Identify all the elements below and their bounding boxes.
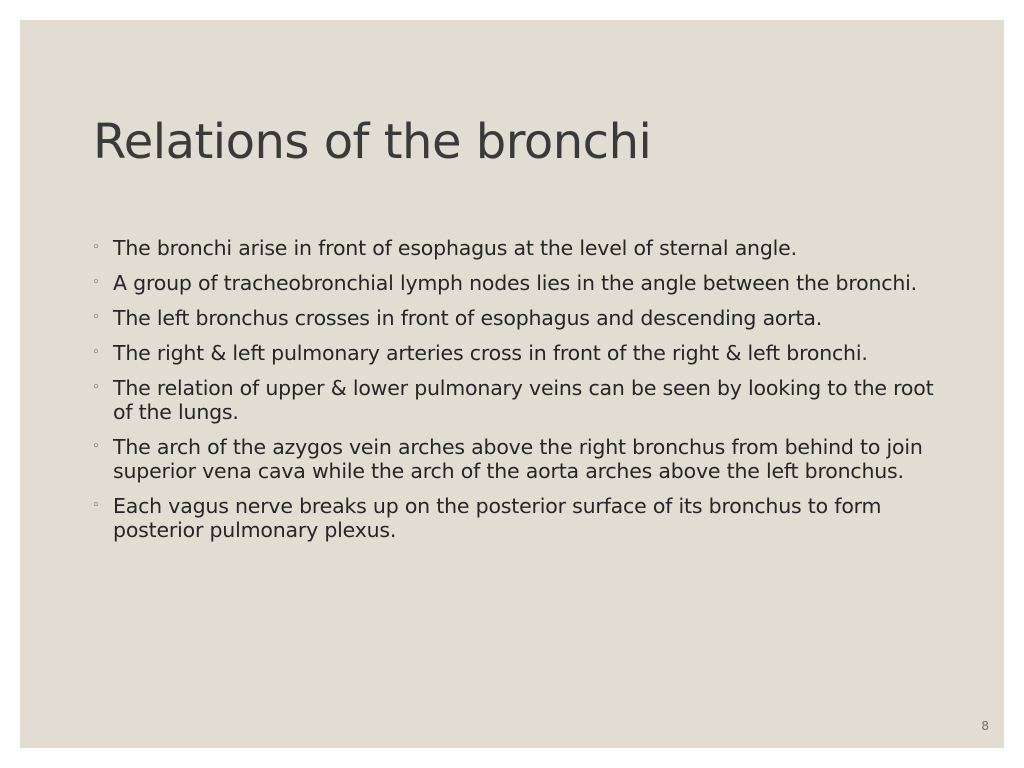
bullet-marker-icon: ◦	[92, 498, 100, 513]
bullet-item	[92, 435, 953, 483]
bullet-item	[92, 236, 953, 260]
bullet-marker-icon: ◦	[92, 240, 100, 255]
bullet-text: Each vagus nerve breaks up on the posterior surface of its bronchus to form posterior pulmonary plexus.	[113, 494, 882, 542]
bullet-text: The bronchi arise in front of esophagus at the level of sternal angle.	[113, 236, 797, 260]
bullet-marker-icon: ◦	[92, 439, 100, 454]
bullet-marker-icon: ◦	[92, 345, 100, 360]
bullet-item	[92, 376, 953, 424]
bullet-item	[92, 341, 953, 365]
bullet-marker-icon: ◦	[92, 275, 100, 290]
bullet-marker-icon: ◦	[92, 380, 100, 395]
bullet-text: A group of tracheobronchial lymph nodes lies in the angle between the bronchi.	[113, 271, 917, 295]
bullet-text: The right & left pulmonary arteries cross in front of the right & left bronchi.	[113, 341, 868, 365]
bullet-list	[92, 236, 953, 553]
bullet-text: The left bronchus crosses in front of esophagus and descending aorta.	[113, 306, 823, 330]
bullet-item	[92, 494, 953, 542]
bullet-text: The relation of upper & lower pulmonary veins can be seen by looking to the root of the lungs.	[113, 376, 934, 424]
page-number: 8	[981, 719, 989, 733]
bullet-text: The arch of the azygos vein arches above the right bronchus from behind to join superior vena cava while the arch of the aorta arches above the left bronchus.	[113, 435, 923, 483]
slide	[20, 20, 1004, 748]
slide-title: Relations of the bronchi	[93, 114, 652, 170]
bullet-marker-icon: ◦	[92, 310, 100, 325]
bullet-item	[92, 271, 953, 295]
bullet-item	[92, 306, 953, 330]
